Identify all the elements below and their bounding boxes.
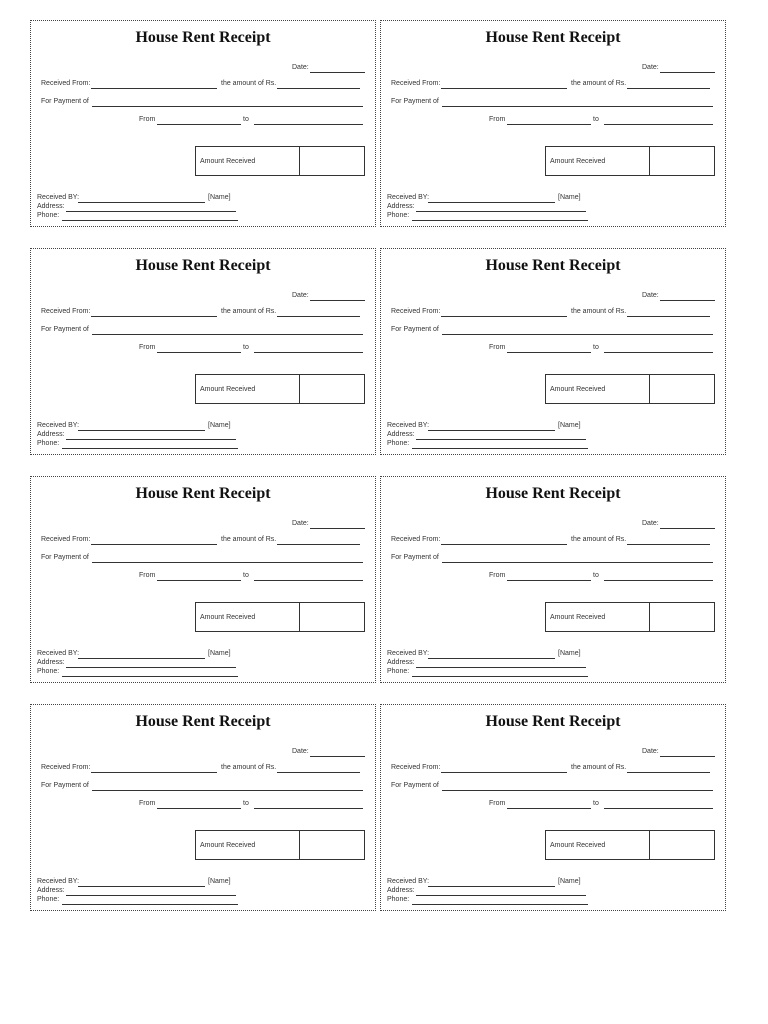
amount-received-label: Amount Received <box>196 147 300 175</box>
receipt-card-8 <box>380 704 726 911</box>
from-label: From <box>139 344 156 351</box>
address-label: Address: <box>37 887 65 894</box>
received-from-label: Received From: <box>391 80 441 87</box>
amount-of-label: the amount of Rs. <box>221 536 277 543</box>
to-label: to <box>243 800 249 807</box>
received-from-label: Received From: <box>391 308 441 315</box>
address-line[interactable] <box>416 439 586 440</box>
amount-line[interactable] <box>277 544 360 545</box>
amount-received-box <box>195 146 365 176</box>
receipt-title: House Rent Receipt <box>485 29 621 46</box>
receipt-card-7 <box>30 704 376 911</box>
received-by-line[interactable] <box>78 658 205 659</box>
amount-received-field[interactable] <box>300 603 364 631</box>
to-date-line[interactable] <box>254 808 363 809</box>
to-date-line[interactable] <box>254 580 363 581</box>
for-payment-label: For Payment of <box>41 98 89 105</box>
from-date-line[interactable] <box>157 580 241 581</box>
phone-line[interactable] <box>62 676 238 677</box>
amount-received-field[interactable] <box>300 147 364 175</box>
amount-received-box <box>545 830 715 860</box>
address-line[interactable] <box>416 895 586 896</box>
phone-line[interactable] <box>62 220 238 221</box>
from-date-line[interactable] <box>507 580 591 581</box>
receipt-card-5 <box>30 476 376 683</box>
received-from-label: Received From: <box>41 536 91 543</box>
received-by-label: Received BY: <box>387 422 430 429</box>
from-label: From <box>489 800 506 807</box>
to-date-line[interactable] <box>604 808 713 809</box>
phone-line[interactable] <box>412 220 588 221</box>
amount-of-label: the amount of Rs. <box>221 308 277 315</box>
name-label: [Name] <box>558 194 581 201</box>
address-label: Address: <box>37 203 65 210</box>
date-line[interactable] <box>660 756 715 757</box>
received-by-line[interactable] <box>78 430 205 431</box>
receipt-title: House Rent Receipt <box>485 257 621 274</box>
to-label: to <box>593 572 599 579</box>
for-payment-line[interactable] <box>442 562 713 563</box>
amount-received-field[interactable] <box>650 603 714 631</box>
address-label: Address: <box>37 659 65 666</box>
received-by-line[interactable] <box>428 658 555 659</box>
received-by-label: Received BY: <box>37 650 80 657</box>
amount-line[interactable] <box>277 316 360 317</box>
name-label: [Name] <box>208 422 231 429</box>
amount-received-field[interactable] <box>300 375 364 403</box>
to-label: to <box>593 116 599 123</box>
amount-received-field[interactable] <box>300 831 364 859</box>
receipt-card-1 <box>30 20 376 227</box>
amount-line[interactable] <box>627 544 710 545</box>
for-payment-line[interactable] <box>442 790 713 791</box>
date-line[interactable] <box>660 528 715 529</box>
phone-label: Phone: <box>37 668 60 675</box>
date-label: Date: <box>292 748 309 755</box>
received-from-label: Received From: <box>391 536 441 543</box>
received-by-label: Received BY: <box>37 422 80 429</box>
date-label: Date: <box>292 520 309 527</box>
received-from-line[interactable] <box>91 88 217 89</box>
amount-received-field[interactable] <box>650 147 714 175</box>
amount-of-label: the amount of Rs. <box>221 764 277 771</box>
received-by-label: Received BY: <box>37 194 80 201</box>
received-from-line[interactable] <box>441 544 567 545</box>
to-date-line[interactable] <box>604 580 713 581</box>
date-line[interactable] <box>660 72 715 73</box>
address-label: Address: <box>387 431 415 438</box>
phone-line[interactable] <box>62 904 238 905</box>
received-from-label: Received From: <box>391 764 441 771</box>
date-label: Date: <box>292 292 309 299</box>
amount-received-field[interactable] <box>650 375 714 403</box>
address-line[interactable] <box>416 667 586 668</box>
date-line[interactable] <box>310 756 365 757</box>
received-from-line[interactable] <box>91 772 217 773</box>
amount-received-box <box>545 146 715 176</box>
phone-line[interactable] <box>412 676 588 677</box>
phone-label: Phone: <box>37 440 60 447</box>
from-date-line[interactable] <box>507 352 591 353</box>
received-from-label: Received From: <box>41 80 91 87</box>
name-label: [Name] <box>558 878 581 885</box>
receipt-title: House Rent Receipt <box>135 257 271 274</box>
receipt-card-4 <box>380 248 726 455</box>
from-date-line[interactable] <box>507 808 591 809</box>
address-line[interactable] <box>66 667 236 668</box>
receipt-title: House Rent Receipt <box>135 485 271 502</box>
phone-label: Phone: <box>387 212 410 219</box>
received-from-line[interactable] <box>441 88 567 89</box>
to-date-line[interactable] <box>254 124 363 125</box>
received-by-line[interactable] <box>428 430 555 431</box>
amount-of-label: the amount of Rs. <box>571 80 627 87</box>
for-payment-line[interactable] <box>442 106 713 107</box>
received-from-line[interactable] <box>91 316 217 317</box>
receipt-title: House Rent Receipt <box>135 713 271 730</box>
date-label: Date: <box>642 520 659 527</box>
phone-label: Phone: <box>387 668 410 675</box>
received-by-label: Received BY: <box>387 194 430 201</box>
to-date-line[interactable] <box>604 124 713 125</box>
received-by-line[interactable] <box>78 886 205 887</box>
from-date-line[interactable] <box>157 352 241 353</box>
from-date-line[interactable] <box>157 808 241 809</box>
receipt-card-6 <box>380 476 726 683</box>
for-payment-line[interactable] <box>92 562 363 563</box>
date-label: Date: <box>642 292 659 299</box>
receipt-title: House Rent Receipt <box>135 29 271 46</box>
received-from-line[interactable] <box>91 544 217 545</box>
from-date-line[interactable] <box>507 124 591 125</box>
amount-line[interactable] <box>627 88 710 89</box>
received-by-label: Received BY: <box>387 878 430 885</box>
received-from-label: Received From: <box>41 308 91 315</box>
phone-line[interactable] <box>412 904 588 905</box>
to-label: to <box>593 800 599 807</box>
for-payment-label: For Payment of <box>391 326 439 333</box>
received-by-line[interactable] <box>78 202 205 203</box>
amount-received-label: Amount Received <box>546 375 650 403</box>
amount-of-label: the amount of Rs. <box>571 308 627 315</box>
name-label: [Name] <box>558 650 581 657</box>
address-line[interactable] <box>66 439 236 440</box>
for-payment-line[interactable] <box>92 106 363 107</box>
phone-line[interactable] <box>412 448 588 449</box>
amount-received-box <box>195 830 365 860</box>
amount-line[interactable] <box>627 772 710 773</box>
to-label: to <box>243 116 249 123</box>
amount-received-box <box>195 602 365 632</box>
from-date-line[interactable] <box>157 124 241 125</box>
name-label: [Name] <box>208 194 231 201</box>
received-by-label: Received BY: <box>387 650 430 657</box>
from-label: From <box>489 344 506 351</box>
from-label: From <box>489 572 506 579</box>
from-label: From <box>139 116 156 123</box>
received-from-label: Received From: <box>41 764 91 771</box>
for-payment-label: For Payment of <box>391 554 439 561</box>
received-from-line[interactable] <box>441 316 567 317</box>
amount-line[interactable] <box>627 316 710 317</box>
phone-line[interactable] <box>62 448 238 449</box>
for-payment-label: For Payment of <box>391 782 439 789</box>
date-line[interactable] <box>310 72 365 73</box>
address-line[interactable] <box>66 895 236 896</box>
receipt-title: House Rent Receipt <box>485 713 621 730</box>
received-by-line[interactable] <box>428 202 555 203</box>
to-label: to <box>243 572 249 579</box>
address-label: Address: <box>37 431 65 438</box>
date-line[interactable] <box>310 300 365 301</box>
amount-of-label: the amount of Rs. <box>571 764 627 771</box>
amount-received-label: Amount Received <box>196 603 300 631</box>
to-date-line[interactable] <box>604 352 713 353</box>
date-line[interactable] <box>660 300 715 301</box>
amount-received-field[interactable] <box>650 831 714 859</box>
from-label: From <box>139 572 156 579</box>
date-label: Date: <box>642 64 659 71</box>
to-label: to <box>243 344 249 351</box>
address-label: Address: <box>387 203 415 210</box>
amount-received-label: Amount Received <box>196 375 300 403</box>
address-label: Address: <box>387 887 415 894</box>
date-label: Date: <box>292 64 309 71</box>
date-label: Date: <box>642 748 659 755</box>
name-label: [Name] <box>208 878 231 885</box>
name-label: [Name] <box>558 422 581 429</box>
for-payment-label: For Payment of <box>391 98 439 105</box>
receipt-card-3 <box>30 248 376 455</box>
from-label: From <box>489 116 506 123</box>
for-payment-label: For Payment of <box>41 326 89 333</box>
amount-line[interactable] <box>277 88 360 89</box>
for-payment-label: For Payment of <box>41 782 89 789</box>
amount-received-label: Amount Received <box>546 831 650 859</box>
received-by-label: Received BY: <box>37 878 80 885</box>
receipt-title: House Rent Receipt <box>485 485 621 502</box>
date-line[interactable] <box>310 528 365 529</box>
name-label: [Name] <box>208 650 231 657</box>
amount-line[interactable] <box>277 772 360 773</box>
phone-label: Phone: <box>37 896 60 903</box>
address-line[interactable] <box>66 211 236 212</box>
amount-received-box <box>195 374 365 404</box>
from-label: From <box>139 800 156 807</box>
for-payment-label: For Payment of <box>41 554 89 561</box>
phone-label: Phone: <box>387 896 410 903</box>
for-payment-line[interactable] <box>92 790 363 791</box>
receipt-card-2 <box>380 20 726 227</box>
amount-received-label: Amount Received <box>546 147 650 175</box>
phone-label: Phone: <box>37 212 60 219</box>
amount-of-label: the amount of Rs. <box>571 536 627 543</box>
received-from-line[interactable] <box>441 772 567 773</box>
to-date-line[interactable] <box>254 352 363 353</box>
received-by-line[interactable] <box>428 886 555 887</box>
amount-received-box <box>545 374 715 404</box>
to-label: to <box>593 344 599 351</box>
address-line[interactable] <box>416 211 586 212</box>
amount-received-label: Amount Received <box>546 603 650 631</box>
address-label: Address: <box>387 659 415 666</box>
amount-received-box <box>545 602 715 632</box>
for-payment-line[interactable] <box>442 334 713 335</box>
amount-of-label: the amount of Rs. <box>221 80 277 87</box>
phone-label: Phone: <box>387 440 410 447</box>
amount-received-label: Amount Received <box>196 831 300 859</box>
for-payment-line[interactable] <box>92 334 363 335</box>
